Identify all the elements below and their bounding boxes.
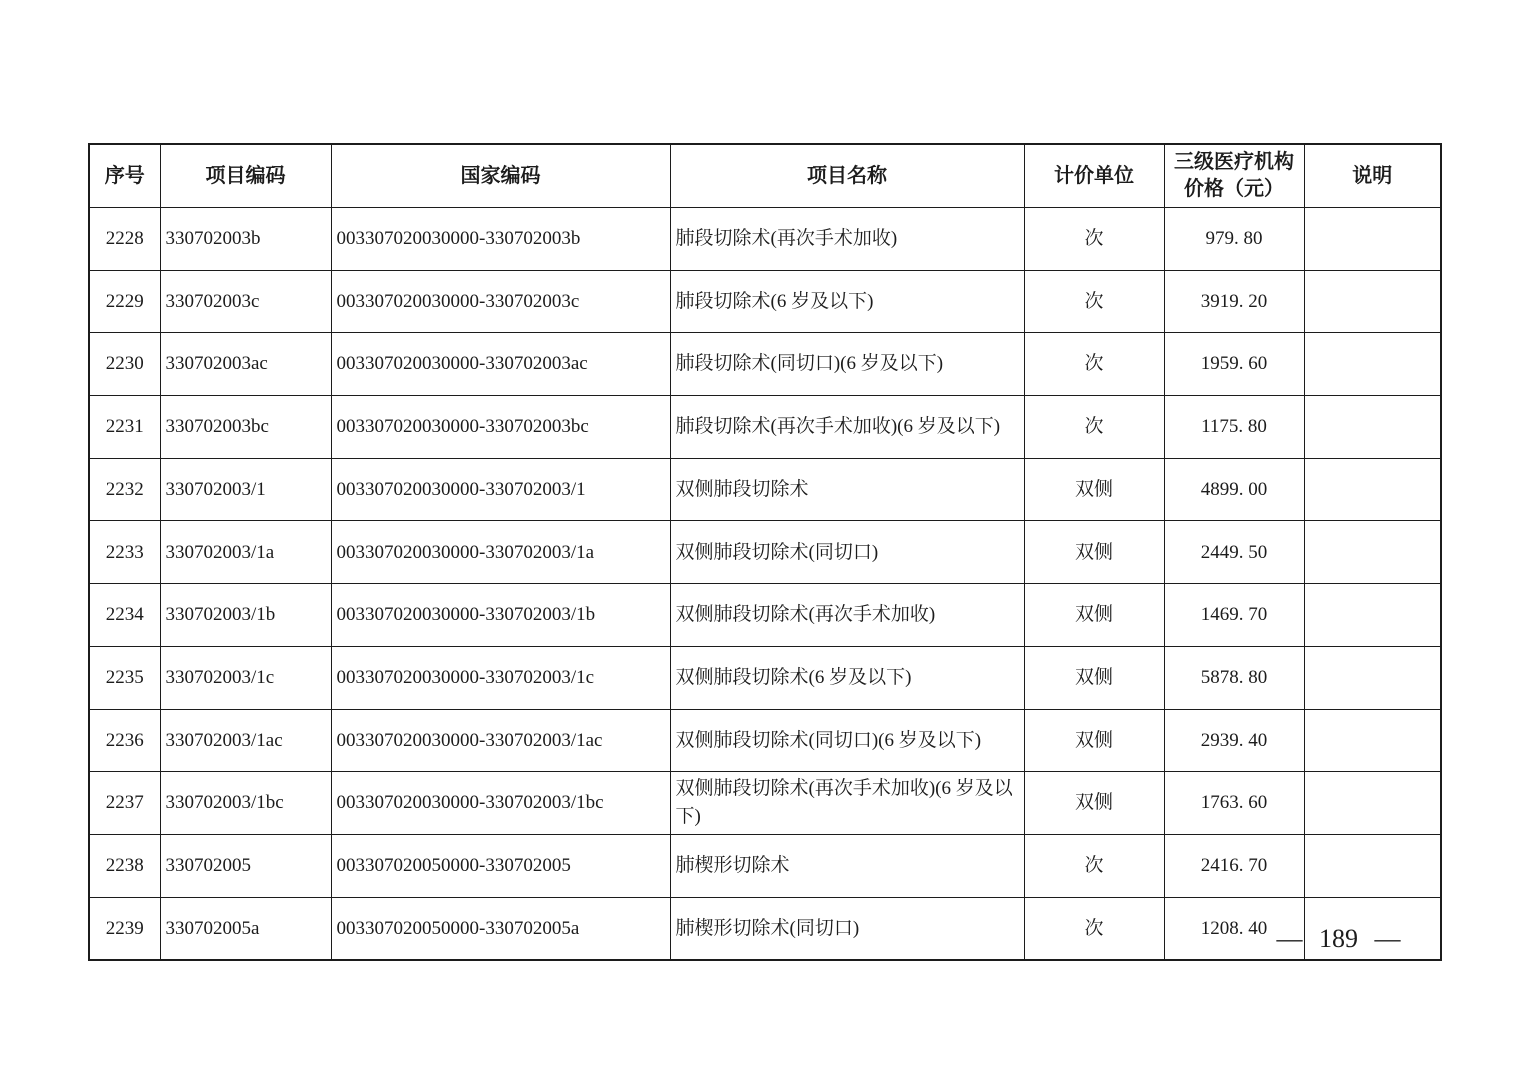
- row-project-name: 肺楔形切除术(同切口): [670, 897, 1024, 960]
- row-price: 2416. 70: [1164, 834, 1304, 897]
- row-unit: 双侧: [1024, 646, 1164, 709]
- row-seq: 2239: [89, 897, 160, 960]
- header-note: 说明: [1304, 144, 1441, 208]
- row-note: [1304, 709, 1441, 772]
- row-seq: 2229: [89, 270, 160, 333]
- row-project-name: 肺段切除术(同切口)(6 岁及以下): [670, 333, 1024, 396]
- row-project-name: 双侧肺段切除术(同切口)(6 岁及以下): [670, 709, 1024, 772]
- row-national-code: 003307020030000-330702003/1b: [331, 584, 670, 647]
- table-row: [89, 396, 1441, 459]
- row-project-name: 双侧肺段切除术(同切口): [670, 521, 1024, 584]
- row-national-code: 003307020030000-330702003ac: [331, 333, 670, 396]
- table-row: [89, 709, 1441, 772]
- table-header: [89, 144, 1441, 208]
- row-national-code: 003307020030000-330702003/1: [331, 458, 670, 521]
- row-national-code: 003307020030000-330702003/1ac: [331, 709, 670, 772]
- row-seq: 2235: [89, 646, 160, 709]
- table-row: [89, 897, 1441, 960]
- row-project-name: 双侧肺段切除术(再次手术加收): [670, 584, 1024, 647]
- row-note: [1304, 208, 1441, 271]
- row-price: 1959. 60: [1164, 333, 1304, 396]
- row-seq: 2236: [89, 709, 160, 772]
- row-unit: 双侧: [1024, 521, 1164, 584]
- row-project-code: 330702003/1b: [160, 584, 331, 647]
- row-note: [1304, 521, 1441, 584]
- row-seq: 2230: [89, 333, 160, 396]
- table-row: [89, 333, 1441, 396]
- row-project-code: 330702003/1bc: [160, 772, 331, 835]
- row-project-name: 双侧肺段切除术: [670, 458, 1024, 521]
- row-national-code: 003307020030000-330702003/1c: [331, 646, 670, 709]
- row-seq: 2237: [89, 772, 160, 835]
- row-price: 2449. 50: [1164, 521, 1304, 584]
- row-unit: 次: [1024, 897, 1164, 960]
- header-price-line2: 价格（元）: [1184, 178, 1284, 200]
- row-project-name: 肺段切除术(再次手术加收)(6 岁及以下): [670, 396, 1024, 459]
- row-project-code: 330702003/1ac: [160, 709, 331, 772]
- row-seq: 2231: [89, 396, 160, 459]
- header-project-name: 项目名称: [670, 144, 1024, 208]
- row-project-code: 330702003bc: [160, 396, 331, 459]
- page-number: — 189 —: [1276, 924, 1401, 953]
- row-unit: 双侧: [1024, 584, 1164, 647]
- row-unit: 次: [1024, 834, 1164, 897]
- row-project-name: 肺楔形切除术: [670, 834, 1024, 897]
- row-price: 979. 80: [1164, 208, 1304, 271]
- row-national-code: 003307020050000-330702005: [331, 834, 670, 897]
- row-unit: 双侧: [1024, 458, 1164, 521]
- row-note: [1304, 458, 1441, 521]
- row-national-code: 003307020030000-330702003b: [331, 208, 670, 271]
- row-seq: 2238: [89, 834, 160, 897]
- row-project-code: 330702003/1c: [160, 646, 331, 709]
- table-header-row: [89, 144, 1441, 208]
- row-project-code: 330702003/1: [160, 458, 331, 521]
- row-price: 1208. 40: [1164, 897, 1304, 960]
- medical-price-table: [88, 143, 1442, 961]
- table-row: [89, 772, 1441, 835]
- row-seq: 2228: [89, 208, 160, 271]
- row-note: [1304, 646, 1441, 709]
- row-note: [1304, 834, 1441, 897]
- row-national-code: 003307020030000-330702003/1bc: [331, 772, 670, 835]
- row-price: 2939. 40: [1164, 709, 1304, 772]
- table-row: [89, 521, 1441, 584]
- row-project-code: 330702003/1a: [160, 521, 331, 584]
- row-unit: 双侧: [1024, 772, 1164, 835]
- row-unit: 次: [1024, 396, 1164, 459]
- row-unit: 次: [1024, 270, 1164, 333]
- row-unit: 双侧: [1024, 709, 1164, 772]
- row-note: [1304, 584, 1441, 647]
- row-seq: 2233: [89, 521, 160, 584]
- header-price: [1164, 144, 1304, 208]
- table-row: [89, 270, 1441, 333]
- header-price-line1: 三级医疗机构: [1174, 151, 1294, 173]
- row-project-name: 肺段切除术(再次手术加收): [670, 208, 1024, 271]
- row-project-name: 肺段切除术(6 岁及以下): [670, 270, 1024, 333]
- header-unit: 计价单位: [1024, 144, 1164, 208]
- row-seq: 2234: [89, 584, 160, 647]
- row-price: 1763. 60: [1164, 772, 1304, 835]
- table-row: [89, 208, 1441, 271]
- row-project-code: 330702003b: [160, 208, 331, 271]
- header-national-code: 国家编码: [331, 144, 670, 208]
- row-unit: 次: [1024, 208, 1164, 271]
- table-row: [89, 834, 1441, 897]
- row-note: [1304, 772, 1441, 835]
- row-price: 3919. 20: [1164, 270, 1304, 333]
- row-note: [1304, 333, 1441, 396]
- row-project-code: 330702003ac: [160, 333, 331, 396]
- table-row: [89, 584, 1441, 647]
- row-national-code: 003307020030000-330702003c: [331, 270, 670, 333]
- table-body: [89, 208, 1441, 961]
- row-unit: 次: [1024, 333, 1164, 396]
- row-seq: 2232: [89, 458, 160, 521]
- table-row: [89, 458, 1441, 521]
- row-project-code: 330702005: [160, 834, 331, 897]
- table-row: [89, 646, 1441, 709]
- row-price: 1469. 70: [1164, 584, 1304, 647]
- row-project-name: 双侧肺段切除术(再次手术加收)(6 岁及以下): [670, 772, 1024, 835]
- header-project-code: 项目编码: [160, 144, 331, 208]
- row-national-code: 003307020030000-330702003bc: [331, 396, 670, 459]
- row-project-name: 双侧肺段切除术(6 岁及以下): [670, 646, 1024, 709]
- row-national-code: 003307020050000-330702005a: [331, 897, 670, 960]
- row-price: 5878. 80: [1164, 646, 1304, 709]
- row-national-code: 003307020030000-330702003/1a: [331, 521, 670, 584]
- header-seq: 序号: [89, 144, 160, 208]
- row-project-code: 330702005a: [160, 897, 331, 960]
- row-price: 1175. 80: [1164, 396, 1304, 459]
- row-note: [1304, 270, 1441, 333]
- row-price: 4899. 00: [1164, 458, 1304, 521]
- row-note: [1304, 396, 1441, 459]
- row-project-code: 330702003c: [160, 270, 331, 333]
